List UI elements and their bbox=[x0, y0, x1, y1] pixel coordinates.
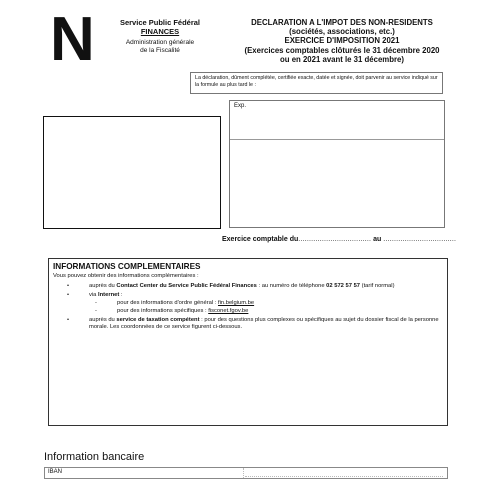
fiscal-start-field[interactable]: .................................. bbox=[298, 236, 372, 243]
title-line-3: EXERCICE D'IMPOSITION 2021 bbox=[284, 36, 400, 46]
bullet-icon: • bbox=[67, 282, 70, 289]
sender-box[interactable] bbox=[229, 100, 445, 228]
deadline-note: La déclaration, dûment complétée, certifiée exacte, datée et signée, doit parvenir au service indiqué sur la formule au plus tard le : bbox=[190, 72, 443, 94]
fiscal-period-to: au bbox=[373, 236, 382, 243]
iban-input-field[interactable] bbox=[245, 476, 443, 477]
info-item-internet bbox=[53, 292, 443, 316]
info-title: INFORMATIONS COMPLEMENTAIRES bbox=[53, 262, 201, 271]
sub-item-general bbox=[89, 300, 443, 308]
dash-icon: - bbox=[95, 307, 97, 314]
info-intro: Vous pouvez obtenir des informations complémentaires : bbox=[53, 273, 199, 279]
internet-label: Internet bbox=[98, 291, 120, 298]
agency-block bbox=[102, 18, 218, 55]
taxation-service-name: service de taxation compétent bbox=[116, 316, 200, 323]
iban-label: IBAN bbox=[48, 469, 63, 475]
agency-division: de la Fiscalité bbox=[140, 47, 180, 54]
contact-phone: 02 572 57 57 bbox=[326, 282, 361, 289]
internet-prefix: via bbox=[89, 291, 99, 298]
document-title bbox=[222, 18, 462, 64]
agency-name: Service Public Fédéral bbox=[119, 18, 201, 27]
internet-suffix: : bbox=[119, 291, 123, 298]
additional-info-box bbox=[48, 258, 448, 426]
title-line-2: (sociétés, associations, etc.) bbox=[289, 27, 395, 37]
taxation-suffix: : pour des questions plus complexes ou spécifiques au sujet du dossier fiscal de la personne morale. Les coordonnées de ce service figurent ci-dessous. bbox=[89, 316, 439, 331]
info-item-contact-center bbox=[53, 283, 443, 291]
bullet-icon: • bbox=[67, 316, 70, 323]
general-info-link[interactable]: fin.belgium.be bbox=[218, 300, 255, 307]
info-item-taxation-service bbox=[53, 317, 443, 332]
address-window[interactable] bbox=[43, 116, 221, 229]
fiscal-end-field[interactable]: .................................. bbox=[383, 236, 457, 243]
agency-department: FINANCES bbox=[140, 27, 180, 36]
title-line-4: (Exercices comptables clôturés le 31 décembre 2020 bbox=[244, 45, 440, 55]
general-info-text: pour des informations d'ordre général : bbox=[117, 300, 218, 307]
spf-logo: N bbox=[50, 5, 93, 74]
sub-item-specific bbox=[89, 308, 443, 316]
contact-suffix: (tarif normal) bbox=[360, 282, 395, 289]
bank-info-title: Information bancaire bbox=[44, 451, 145, 463]
sender-divider bbox=[230, 139, 444, 140]
specific-info-link[interactable]: fisconet.fgov.be bbox=[208, 307, 249, 314]
fiscal-period-line bbox=[222, 236, 457, 243]
agency-administration: Administration générale bbox=[125, 39, 195, 46]
iban-row bbox=[44, 467, 448, 479]
title-line-1: DECLARATION A L'IMPOT DES NON-RESIDENTS bbox=[251, 18, 433, 27]
dash-icon: - bbox=[95, 300, 97, 307]
contact-prefix: auprès du bbox=[89, 282, 117, 289]
sender-label: Exp. bbox=[234, 103, 247, 109]
iban-separator bbox=[243, 468, 244, 478]
fiscal-period-label: Exercice comptable du bbox=[222, 236, 299, 243]
bullet-icon: • bbox=[67, 291, 70, 298]
specific-info-text: pour des informations spécifiques : bbox=[117, 307, 209, 314]
contact-center-name: Contact Center du Service Public Fédéral Finances bbox=[116, 282, 257, 289]
info-list bbox=[53, 283, 443, 333]
title-line-5: ou en 2021 avant le 31 décembre) bbox=[280, 54, 404, 64]
taxation-prefix: auprès du bbox=[89, 316, 117, 323]
internet-sub-list bbox=[89, 300, 443, 315]
contact-mid: : au numéro de téléphone bbox=[256, 282, 327, 289]
